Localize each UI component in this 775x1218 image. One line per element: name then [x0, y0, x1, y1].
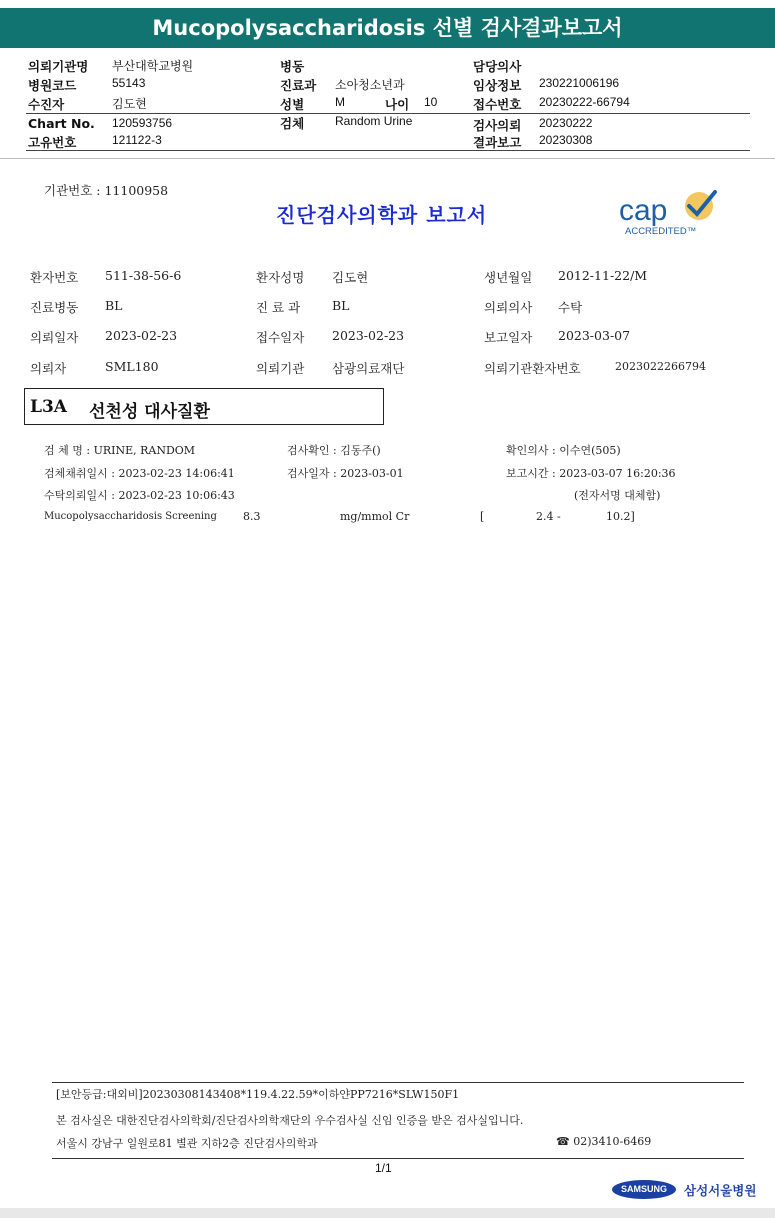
label-ward-code: 진료병동	[30, 300, 79, 315]
specimen-name: 검 체 명 : URINE, RANDOM	[44, 444, 196, 457]
reference-bracket: [	[480, 510, 485, 523]
confirming-doctor: 확인의사 : 이수연(505)	[506, 444, 621, 457]
label-specimen: 검체	[280, 116, 305, 131]
label-chart-no: Chart No.	[28, 116, 95, 131]
label-birth-date: 생년월일	[484, 270, 533, 285]
label-hospital-code: 병원코드	[28, 78, 77, 93]
value-report-date: 2023-03-07	[558, 328, 631, 343]
label-test-request: 검사의뢰	[473, 118, 522, 133]
header-bottom-rule	[26, 150, 750, 151]
reference-high: 10.2]	[606, 510, 635, 523]
label-request-date: 의뢰일자	[30, 330, 79, 345]
label-clinical-info: 임상정보	[473, 78, 522, 93]
label-result-report: 결과보고	[473, 135, 522, 150]
label-unique-no: 고유번호	[28, 135, 77, 150]
section-header-box	[24, 388, 384, 425]
value-patient-name: 김도현	[332, 270, 369, 285]
cap-accredited-logo	[615, 188, 725, 238]
report-time: 보고시간 : 2023-03-07 16:20:36	[506, 467, 676, 480]
test-date: 검사일자 : 2023-03-01	[287, 467, 404, 480]
page-separator	[0, 158, 775, 159]
cap-logo-sub: ACCREDITED™	[625, 226, 697, 237]
result-unit: mg/mmol Cr	[340, 510, 410, 523]
title-banner	[0, 8, 775, 48]
request-time: 수탁의뢰일시 : 2023-02-23 10:06:43	[44, 489, 235, 502]
page-title: Mucopolysaccharidosis 선별 검사결과보고서	[152, 16, 623, 40]
value-org-patient-no: 2023022266794	[615, 360, 706, 373]
value-requesting-doctor: 수탁	[558, 300, 583, 315]
phone: ☎ 02)3410-6469	[556, 1135, 652, 1148]
value-clinical-info: 230221006196	[539, 76, 620, 90]
label-org-patient-no: 의뢰기관환자번호	[484, 361, 581, 376]
cap-logo-text: cap	[619, 194, 668, 227]
institution-number: 기관번호 : 11100958	[44, 183, 169, 198]
label-requesting-org: 의뢰기관	[256, 361, 305, 376]
certification-note: 본 검사실은 대한진단검사의학회/진단검사의학재단의 우수검사실 신임 인증을 받은 검사실입니다.	[56, 1114, 524, 1127]
reference-low: 2.4 -	[536, 510, 561, 523]
label-department: 진료과	[280, 78, 317, 93]
value-receipt-date: 2023-02-23	[332, 328, 405, 343]
value-chart-no: 120593756	[112, 116, 173, 130]
value-request-date: 2023-02-23	[105, 328, 178, 343]
value-ward-code: BL	[105, 298, 123, 313]
label-age: 나이	[385, 97, 410, 112]
label-examinee: 수진자	[28, 97, 65, 112]
page-number: 1/1	[375, 1161, 392, 1175]
label-sex: 성별	[280, 97, 305, 112]
bottom-margin	[0, 1208, 775, 1218]
samsung-hospital-logo	[612, 1178, 757, 1202]
cap-logo-graphic	[615, 188, 725, 238]
value-unique-no: 121122-3	[112, 133, 162, 147]
label-ward: 병동	[280, 59, 305, 74]
value-patient-no: 511-38-56-6	[105, 268, 182, 283]
value-requesting-org: 삼광의료재단	[332, 361, 405, 376]
value-hospital-code: 55143	[112, 76, 146, 90]
result-value: 8.3	[243, 510, 261, 523]
footer-top-rule	[52, 1082, 744, 1083]
label-dept-code: 진 료 과	[256, 300, 301, 315]
label-receipt-no: 접수번호	[473, 97, 522, 112]
section-name: 선천성 대사질환	[89, 402, 210, 422]
test-confirmer: 검사확인 : 김동주()	[287, 444, 381, 457]
value-sex: M	[335, 95, 345, 109]
value-birth-date: 2012-11-22/M	[558, 268, 648, 283]
label-patient-no: 환자번호	[30, 270, 79, 285]
esign-note: (전자서명 대체함)	[574, 489, 661, 502]
report-title: 진단검사의학과 보고서	[276, 203, 488, 227]
value-receipt-no: 20230222-66794	[539, 95, 630, 109]
footer-bottom-rule	[52, 1158, 744, 1159]
label-receipt-date: 접수일자	[256, 330, 305, 345]
result-test-name: Mucopolysaccharidosis Screening	[44, 511, 217, 522]
security-line: [보안등급:대외비]20230308143408*119.4.22.59*이하얀PP7216*SLW150F1	[56, 1088, 460, 1101]
value-age: 10	[424, 95, 438, 109]
label-attending-doctor: 담당의사	[473, 59, 522, 74]
label-requester: 의뢰자	[30, 361, 67, 376]
value-requester: SML180	[105, 359, 159, 374]
collection-time: 검체채취일시 : 2023-02-23 14:06:41	[44, 467, 235, 480]
value-test-request: 20230222	[539, 116, 593, 130]
section-code: L3A	[30, 397, 67, 417]
label-requesting-doctor: 의뢰의사	[484, 300, 533, 315]
value-result-report: 20230308	[539, 133, 593, 147]
hospital-name-kr: 삼성서울병원	[684, 1183, 757, 1198]
address: 서울시 강남구 일원로81 별관 지하2층 진단검사의학과	[56, 1137, 318, 1150]
value-examinee: 김도현	[112, 97, 147, 111]
value-requesting-institution: 부산대학교병원	[112, 59, 194, 73]
value-dept-code: BL	[332, 298, 350, 313]
label-requesting-institution: 의뢰기관명	[28, 59, 89, 74]
value-specimen: Random Urine	[335, 114, 413, 128]
value-department: 소아청소년과	[335, 78, 405, 92]
header-divider	[26, 113, 750, 114]
samsung-ellipse-logo: SAMSUNG	[612, 1180, 676, 1199]
label-report-date: 보고일자	[484, 330, 533, 345]
label-patient-name: 환자성명	[256, 270, 305, 285]
